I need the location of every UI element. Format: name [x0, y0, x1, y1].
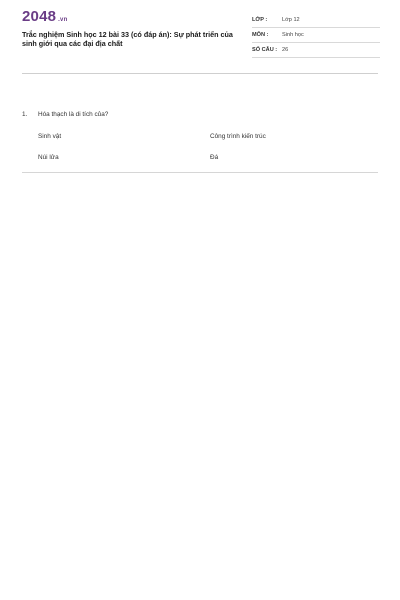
document-meta [252, 13, 380, 58]
site-logo[interactable]: 2048 .vn [22, 8, 68, 25]
meta-value: 26 [282, 47, 289, 53]
question-divider [22, 172, 378, 173]
option-a[interactable]: Sinh vật [38, 133, 62, 140]
meta-label: MÔN : [252, 32, 269, 38]
option-c[interactable]: Núi lửa [38, 154, 59, 161]
header-divider [22, 73, 378, 74]
question-number: 1. [22, 111, 28, 118]
option-d[interactable]: Đá [210, 154, 219, 161]
meta-label: LỚP : [252, 17, 268, 23]
document-header [0, 0, 400, 66]
meta-row-count [252, 43, 380, 58]
question-1 [22, 110, 109, 119]
question-text: Hóa thạch là di tích của? [38, 111, 109, 118]
option-b[interactable]: Công trình kiến trúc [210, 133, 266, 140]
meta-value: Sinh học [282, 32, 304, 38]
document-title: Trắc nghiệm Sinh học 12 bài 33 (có đáp án): Sự phát triển của sinh giới qua các đại địa chất [22, 30, 233, 48]
meta-row-subject [252, 28, 380, 43]
meta-label: SỐ CÂU : [252, 47, 278, 53]
meta-value: Lớp 12 [282, 17, 300, 23]
meta-row-class [252, 13, 380, 28]
